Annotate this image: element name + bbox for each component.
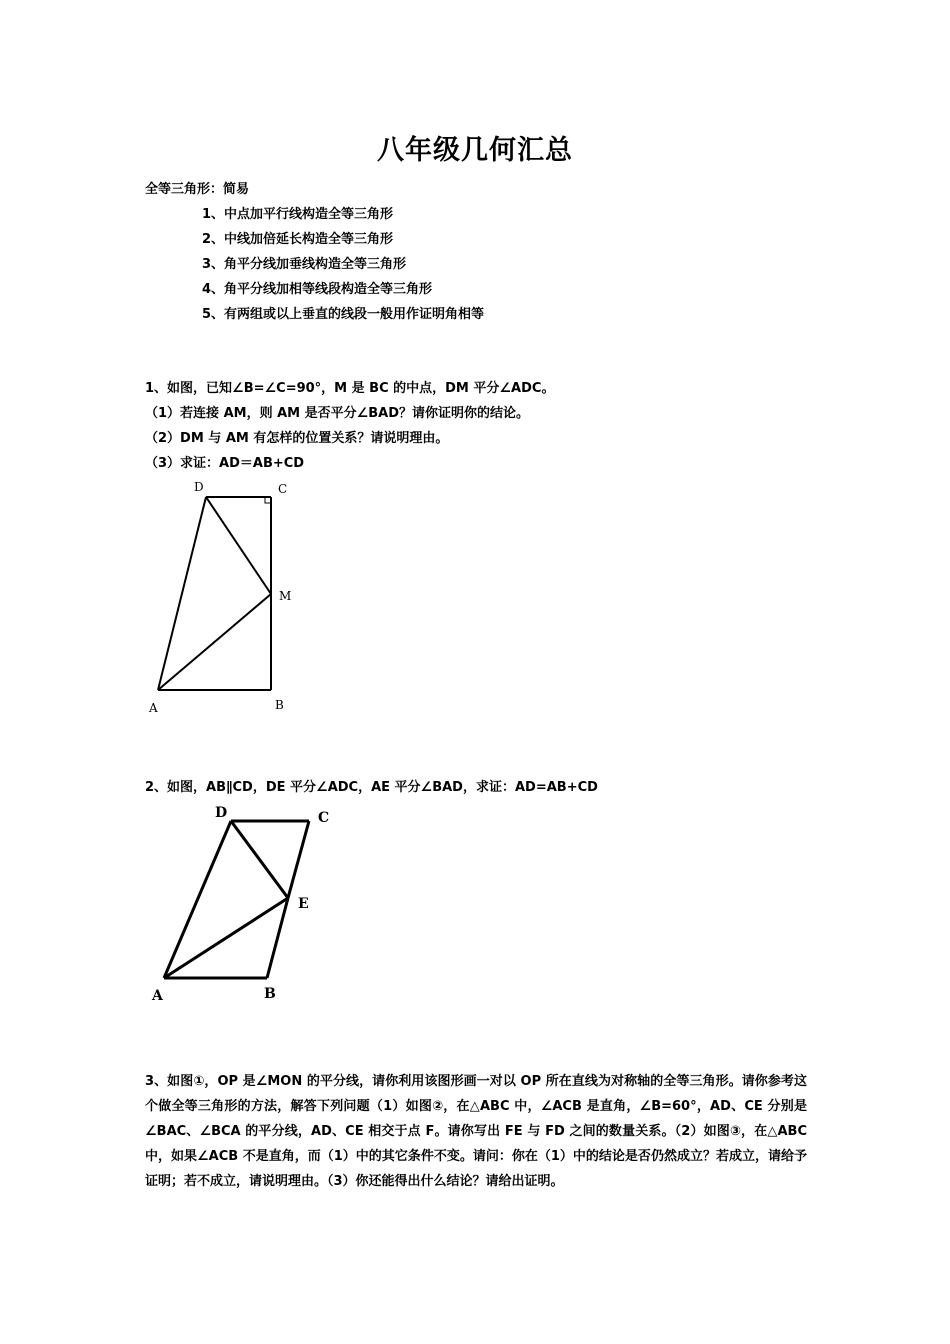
problem3-text: 3、如图①，OP 是∠MON 的平分线，请你利用该图形画一对以 OP 所在直线为对称轴的全等三角形。请你参考这个做全等三角形的方法，解答下列问题（1）如图②，在△ABC 中，∠ACB 是直角，∠B=60°，AD、CE 分别是∠BAC、∠BCA 的平分线，AD、CE 相交于点 F。请你写出 FE 与 FD 之间的数量关系。（2）如图③，在△ABC 中，如果∠ACB 不是直角，而（1）中的其它条件不变。请问：你在（1）中的结论是否仍然成立？若成立，请给予证明；若不成立，请说明理由。（3）你还能得出什么结论？请给出证明。 xyxy=(145,1074,807,1189)
list-item: 5、有两组或以上垂直的线段一般用作证明角相等 xyxy=(202,307,485,322)
segment-ec xyxy=(288,821,309,898)
point-label-d: D xyxy=(215,805,228,821)
problem1-question-3: （3）求证：AD＝AB+CD xyxy=(145,456,305,471)
list-item: 4、角平分线加相等线段构造全等三角形 xyxy=(202,282,433,297)
point-label-e: E xyxy=(298,896,309,912)
point-label-b: B xyxy=(264,986,276,1002)
point-label-c: C xyxy=(318,810,330,826)
point-label-b: B xyxy=(275,698,284,712)
list-item: 1、中点加平行线构造全等三角形 xyxy=(202,207,394,222)
problem1-question-1: （1）若连接 AM，则 AM 是否平分∠BAD？请你证明你的结论。 xyxy=(145,406,530,421)
point-label-c: C xyxy=(278,482,288,496)
point-label-a: A xyxy=(149,701,158,715)
problem2-stem: 2、如图，AB∥CD，DE 平分∠ADC，AE 平分∠BAD，求证：AD=AB+CD xyxy=(145,780,598,795)
segment-da xyxy=(164,821,231,978)
list-item: 2、中线加倍延长构造全等三角形 xyxy=(202,232,394,247)
point-label-a: A xyxy=(152,988,163,1004)
page-title: 八年级几何汇总 xyxy=(377,135,573,166)
point-label-m: M xyxy=(279,589,292,603)
list-item: 3、角平分线加垂线构造全等三角形 xyxy=(202,257,407,272)
problem1-question-2: （2）DM 与 AM 有怎样的位置关系？请说明理由。 xyxy=(145,431,449,446)
segment-de xyxy=(231,821,288,898)
point-label-d: D xyxy=(194,480,204,494)
section-heading: 全等三角形：简易 xyxy=(145,182,250,197)
problem1-stem: 1、如图，已知∠B=∠C=90°，M 是 BC 的中点，DM 平分∠ADC。 xyxy=(145,381,555,396)
